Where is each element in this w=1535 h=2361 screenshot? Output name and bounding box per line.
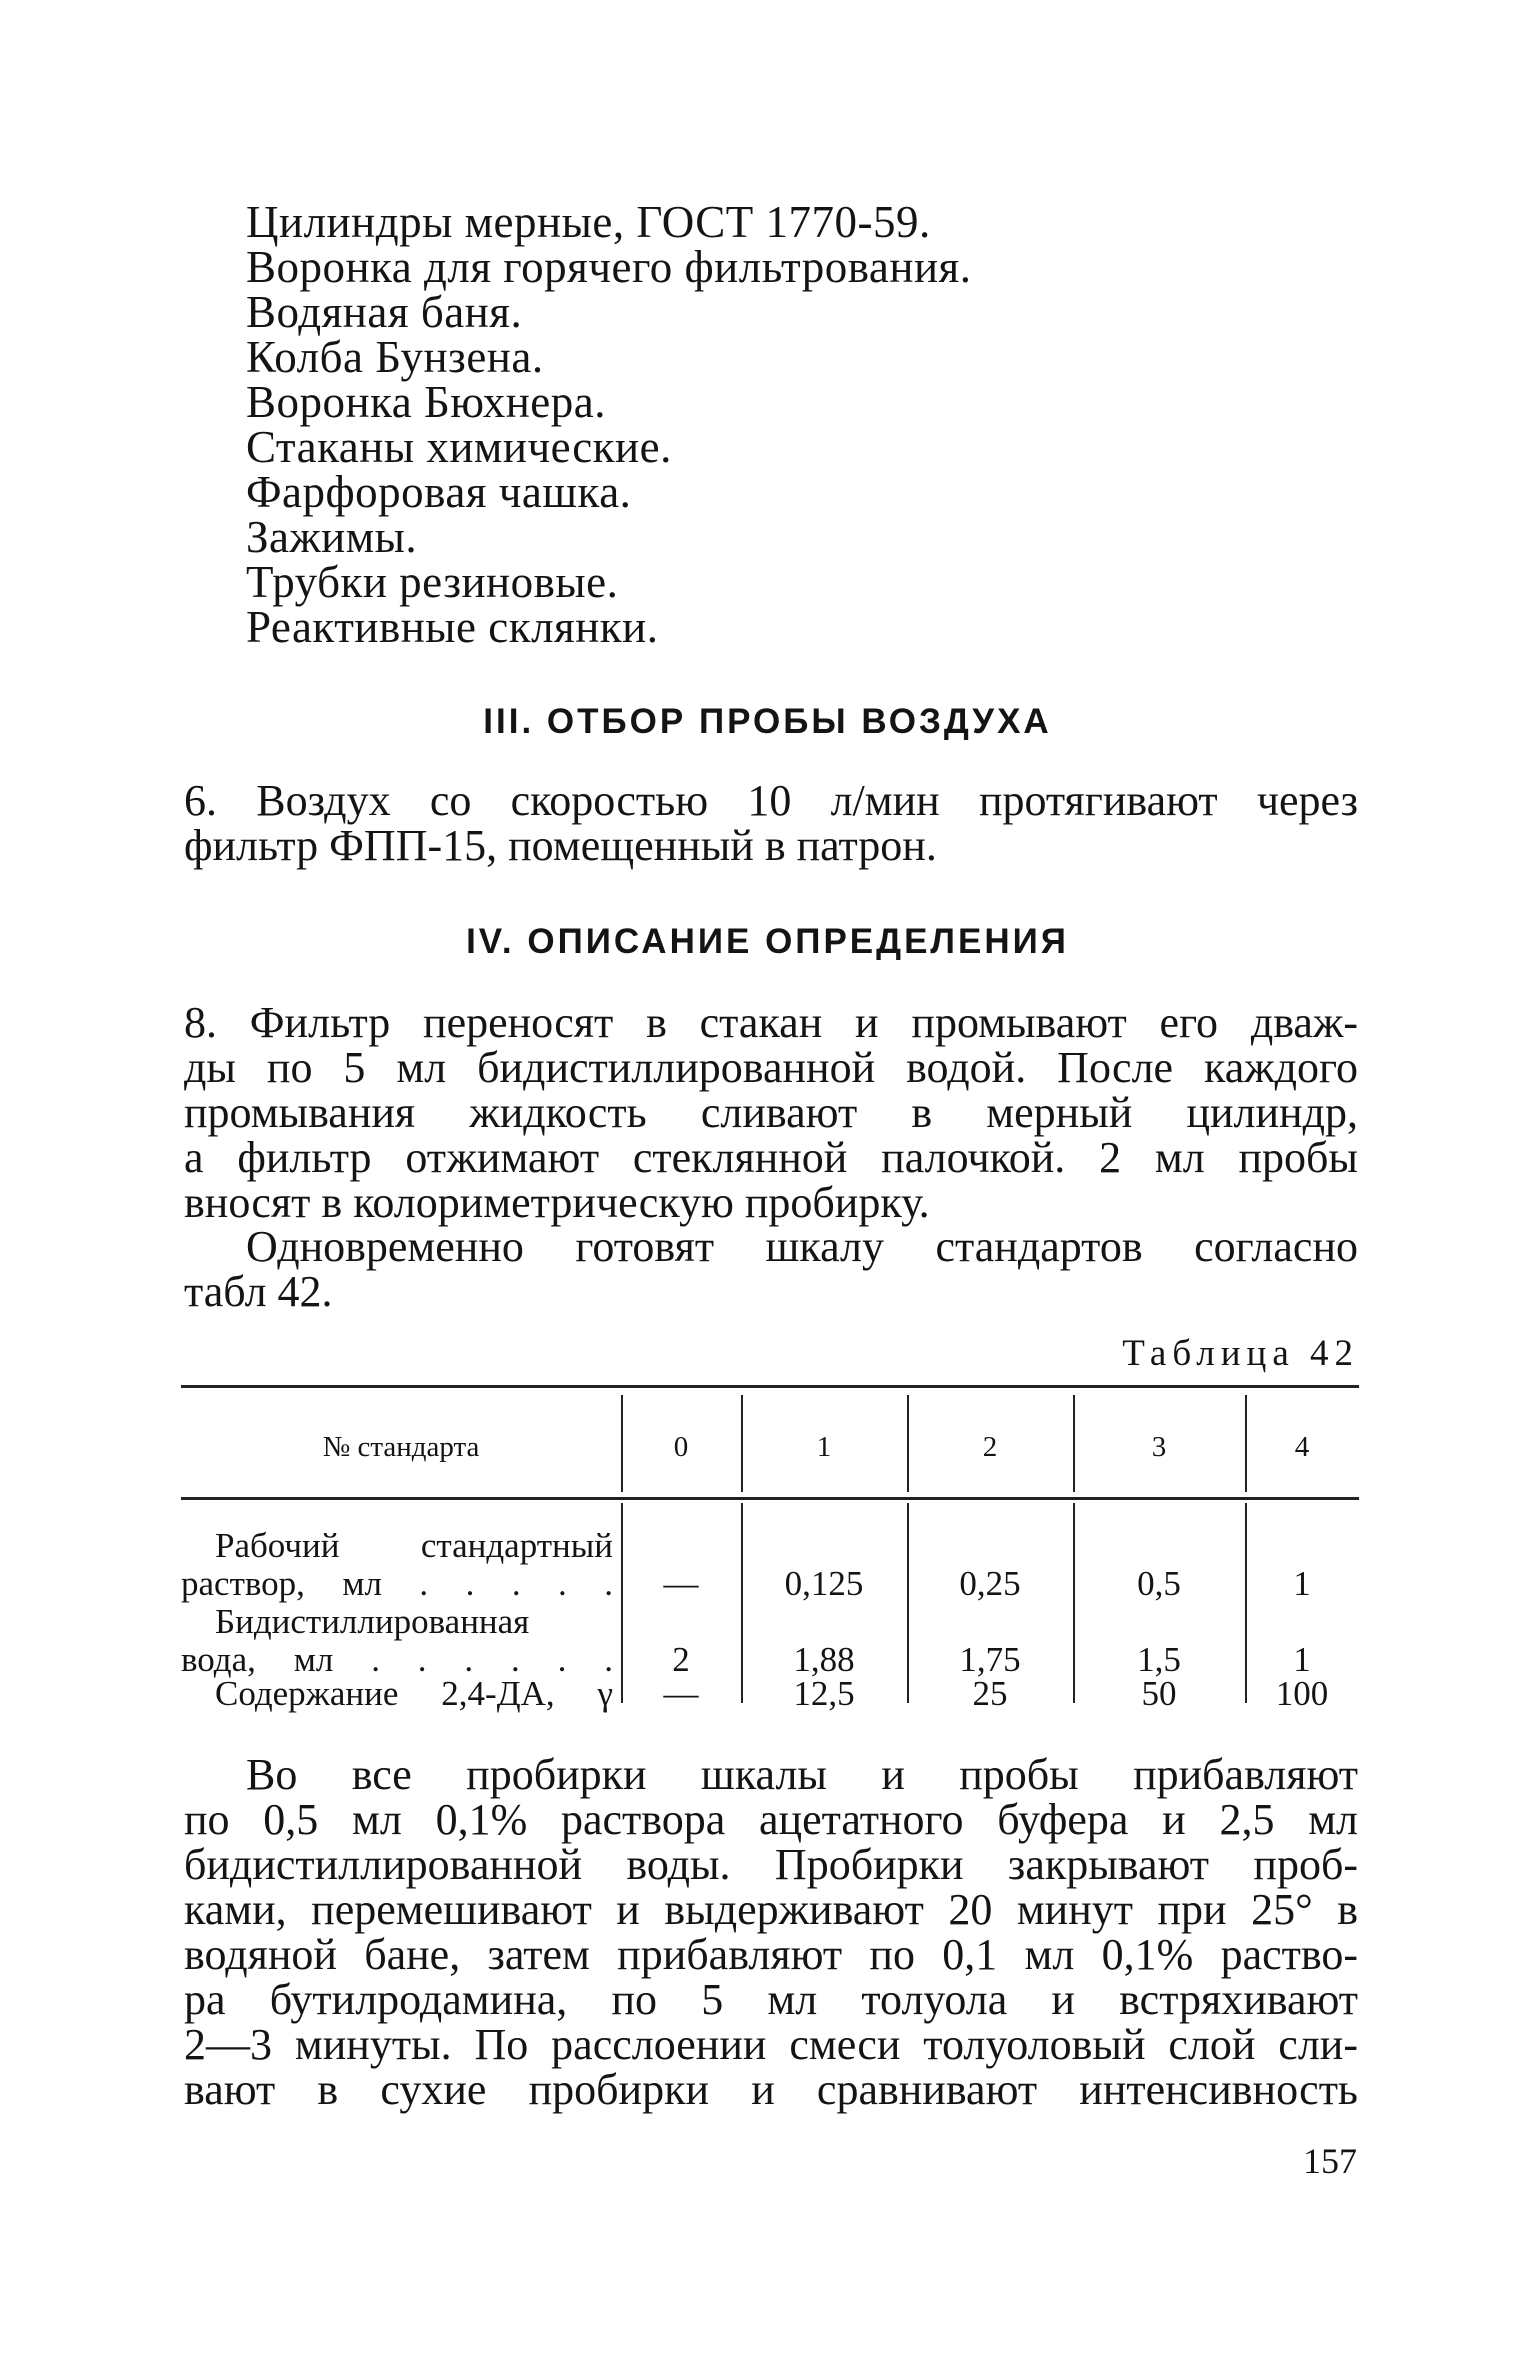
table-cell: 1,88 (793, 1640, 855, 1679)
equipment-item: Зажимы. (246, 512, 418, 562)
paragraph-line: промывания жидкость сливают в мерный цилиндр, (184, 1088, 1358, 1137)
paragraph-line: ды по 5 мл бидистиллированной водой. После каждого (184, 1043, 1358, 1092)
table-row-label (181, 1675, 613, 1713)
table-header-col: 0 (673, 1431, 689, 1463)
equipment-item: Водяная баня. (246, 287, 523, 337)
row-label-line: Рабочий стандартный (215, 1526, 613, 1565)
paragraph-line: по 0,5 мл 0,1% раствора ацетатного буфера и 2,5 мл (184, 1795, 1358, 1844)
table-header-label: № стандарта (322, 1431, 480, 1463)
equipment-item: Стаканы химические. (246, 422, 672, 472)
paragraph-line: вают в сухие пробирки и сравнивают интенсивность (184, 2065, 1358, 2114)
paragraph-after-table (184, 1752, 1358, 2112)
equipment-item: Трубки резиновые. (246, 557, 619, 607)
table-cell: 1,5 (1137, 1640, 1181, 1679)
equipment-item: Воронка для горячего фильтрования. (246, 242, 972, 292)
section-4-heading: IV. ОПИСАНИЕ ОПРЕДЕЛЕНИЯ (466, 922, 1069, 961)
paragraph-line: 6. Воздух со скоростью 10 л/мин протягивают через (184, 776, 1358, 825)
row-label-line: Бидистиллированная (215, 1602, 530, 1641)
row-label-line: Содержание 2,4-ДА, γ (215, 1674, 613, 1713)
table-header-col: 4 (1294, 1431, 1310, 1463)
equipment-item: Фарфоровая чашка. (246, 467, 632, 517)
table-cell: 1 (1293, 1564, 1311, 1603)
paragraph-line: бидистиллированной воды. Пробирки закрывают проб- (184, 1840, 1358, 1889)
paragraph-line: 8. Фильтр переносят в стакан и промывают его дваж- (184, 998, 1358, 1047)
section-3-heading: III. ОТБОР ПРОБЫ ВОЗДУХА (483, 702, 1052, 741)
page-number: 157 (1303, 2141, 1357, 2181)
table-cell: 2 (672, 1640, 690, 1679)
table-header-col: 2 (982, 1431, 998, 1463)
table-cell: 25 (972, 1674, 1008, 1713)
paragraph-line: 2—3 минуты. По расслоении смеси толуоловый слой сли- (184, 2020, 1358, 2069)
row-label-line: раствор, мл . . . . . (181, 1564, 613, 1603)
equipment-list (246, 197, 1346, 652)
paragraph-6 (184, 778, 1358, 868)
paragraph-line: ра бутилродамина, по 5 мл толуола и встряхивают (184, 1975, 1358, 2024)
table-cell: — (663, 1564, 699, 1603)
table-cell: 12,5 (793, 1674, 855, 1713)
table-top-rule (181, 1385, 1359, 1388)
paragraph-line: вносят в колориметрическую пробирку. (184, 1178, 930, 1227)
table-cell: 100 (1275, 1674, 1329, 1713)
paragraph-line: Во все пробирки шкалы и пробы прибавляют (246, 1750, 1358, 1799)
table-header-col: 3 (1151, 1431, 1167, 1463)
paragraph-8-continued (184, 1222, 1358, 1316)
paragraph-line: табл 42. (184, 1267, 333, 1316)
table-cell: 0,125 (784, 1564, 864, 1603)
table-header-col: 1 (816, 1431, 832, 1463)
table-cell: 50 (1141, 1674, 1177, 1713)
table-cell: 0,5 (1137, 1564, 1181, 1603)
table-cell: 0,25 (959, 1564, 1021, 1603)
row-label-line: вода, мл . . . . . . (181, 1640, 613, 1679)
table-cell: — (663, 1674, 699, 1713)
equipment-item: Колба Бунзена. (246, 332, 544, 382)
paragraph-8 (184, 1000, 1358, 1225)
paragraph-line: Одновременно готовят шкалу стандартов согласно (246, 1222, 1358, 1271)
equipment-item: Реактивные склянки. (246, 602, 659, 652)
table-row-label (181, 1603, 613, 1679)
equipment-item: Воронка Бюхнера. (246, 377, 606, 427)
paragraph-line: водяной бане, затем прибавляют по 0,1 мл 0,1% раство- (184, 1930, 1358, 1979)
standards-table (181, 1385, 1359, 1715)
equipment-item: Цилиндры мерные, ГОСТ 1770-59. (246, 197, 931, 247)
paragraph-line: фильтр ФПП-15, помещенный в патрон. (184, 821, 937, 870)
paragraph-line: а фильтр отжимают стеклянной палочкой. 2 мл пробы (184, 1133, 1358, 1182)
table-row-label (181, 1527, 613, 1603)
paragraph-line: ками, перемешивают и выдерживают 20 минут при 25° в (184, 1885, 1358, 1934)
table-header-rule (181, 1497, 1359, 1500)
table-cell: 1 (1293, 1640, 1311, 1679)
table-caption: Таблица 42 (1122, 1333, 1359, 1374)
table-cell: 1,75 (959, 1640, 1021, 1679)
